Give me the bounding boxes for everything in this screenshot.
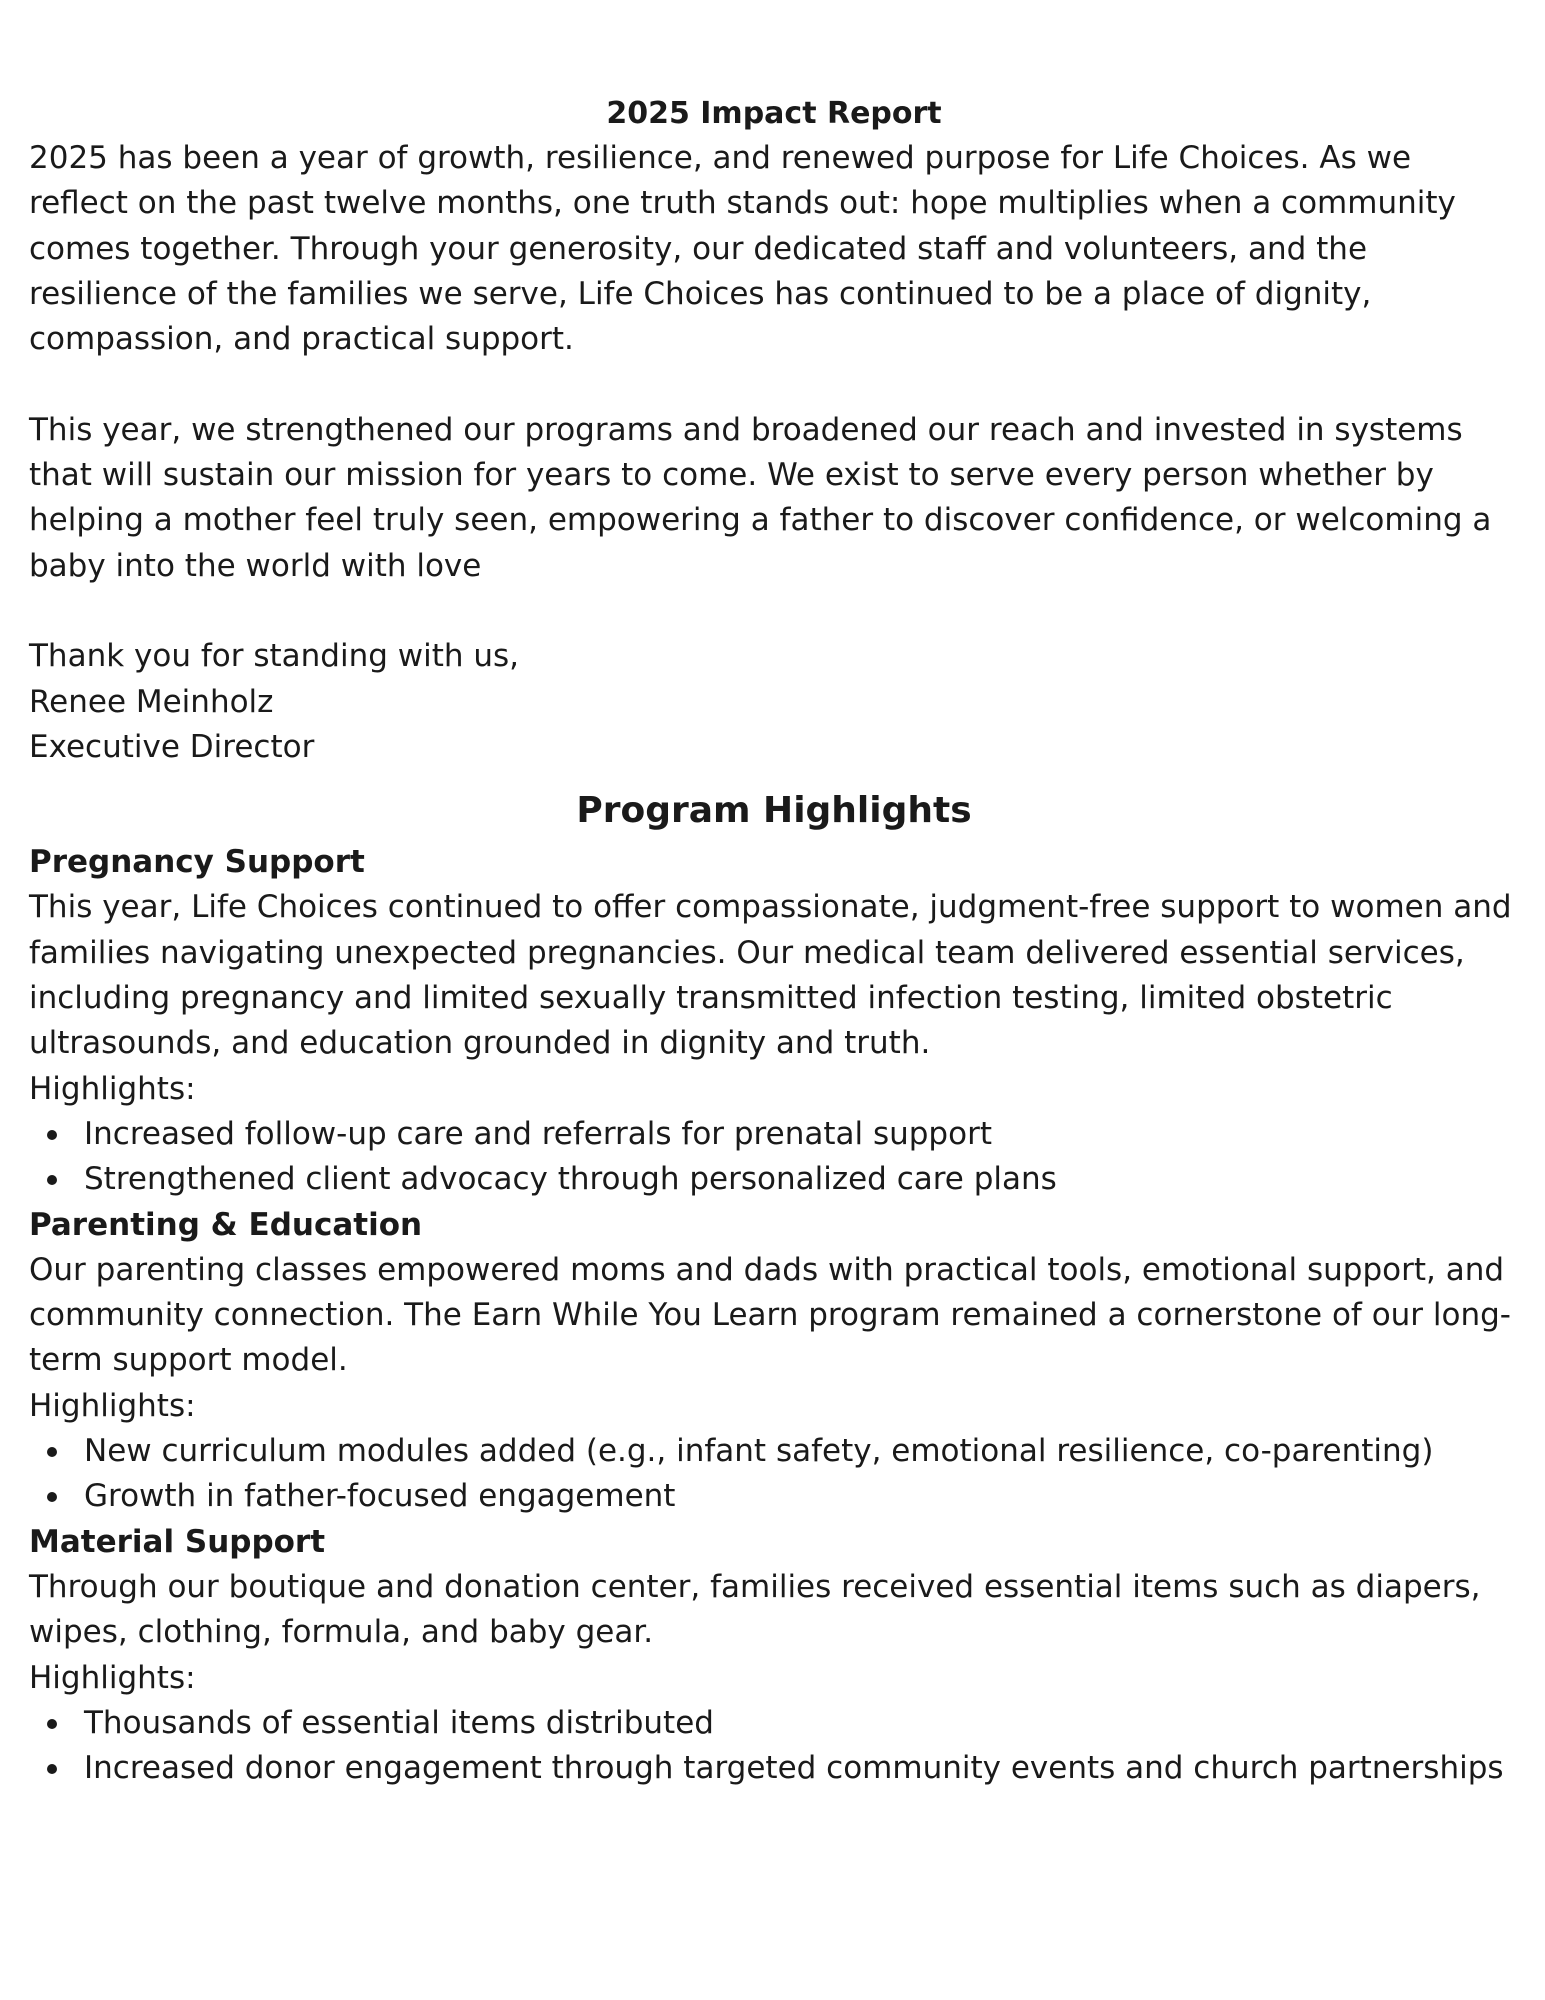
list-item: Thousands of essential items distributed	[29, 1701, 1519, 1746]
intro-paragraph: 2025 has been a year of growth, resilience, and renewed purpose for Life Choices. As we reflect on the past twelve months, one truth stands out: hope multiplies when a community comes together. Through your generosity, our dedicated staff and volunteers, and the resilience of the families we serve, Life Choices has continued to be a place of dignity, compassion, and practical support.	[29, 140, 1456, 358]
program-material-support	[29, 1520, 1519, 1792]
program-body: Through our boutique and donation center, families received essential items such as diapers, wipes, clothing, formula, and baby gear.	[29, 1568, 1481, 1651]
program-body: This year, Life Choices continued to offer compassionate, judgment-free support to women and families navigating unexpected pregnancies. Our medical team delivered essential services, including pregnancy and limited sexually transmitted infection testing, limited obstetric ultrasounds, and education grounded in dignity and truth.	[29, 889, 1512, 1062]
paragraph-gap	[29, 589, 1519, 634]
program-heading: Pregnancy Support	[29, 844, 365, 881]
report-page	[29, 92, 1519, 1791]
highlights-label: Highlights:	[29, 1387, 196, 1424]
signer-title: Executive Director	[29, 728, 315, 765]
program-body: Our parenting classes empowered moms and dads with practical tools, emotional support, and community connection. The Earn While You Learn program remained a cornerstone of our long-term support model.	[29, 1251, 1511, 1379]
closing-line: Thank you for standing with us,	[29, 638, 520, 675]
list-item: Increased donor engagement through targeted community events and church partnerships	[29, 1746, 1519, 1791]
highlights-label: Highlights:	[29, 1659, 196, 1696]
list-item: Growth in father-focused engagement	[29, 1474, 1519, 1519]
list-item: Increased follow-up care and referrals for prenatal support	[29, 1112, 1519, 1157]
list-item: Strengthened client advocacy through personalized care plans	[29, 1157, 1519, 1202]
list-item: New curriculum modules added (e.g., infant safety, emotional resilience, co-parenting)	[29, 1429, 1519, 1474]
program-heading: Parenting & Education	[29, 1206, 423, 1243]
signer-name: Renee Meinholz	[29, 683, 274, 720]
program-pregnancy-support	[29, 840, 1519, 1202]
report-title: 2025 Impact Report	[606, 96, 942, 131]
paragraph-gap	[29, 362, 1519, 407]
highlights-label: Highlights:	[29, 1070, 196, 1107]
program-heading: Material Support	[29, 1523, 326, 1560]
program-parenting-education	[29, 1203, 1519, 1520]
highlights-list	[29, 1701, 1519, 1792]
highlights-list	[29, 1429, 1519, 1520]
program-highlights-title: Program Highlights	[576, 790, 972, 832]
highlights-list	[29, 1112, 1519, 1203]
second-paragraph: This year, we strengthened our programs and broadened our reach and invested in systems that will sustain our mission for years to come. We exist to serve every person whether by helping a mother feel truly seen, empowering a father to discover confidence, or welcoming a baby into the world with love	[29, 411, 1492, 584]
